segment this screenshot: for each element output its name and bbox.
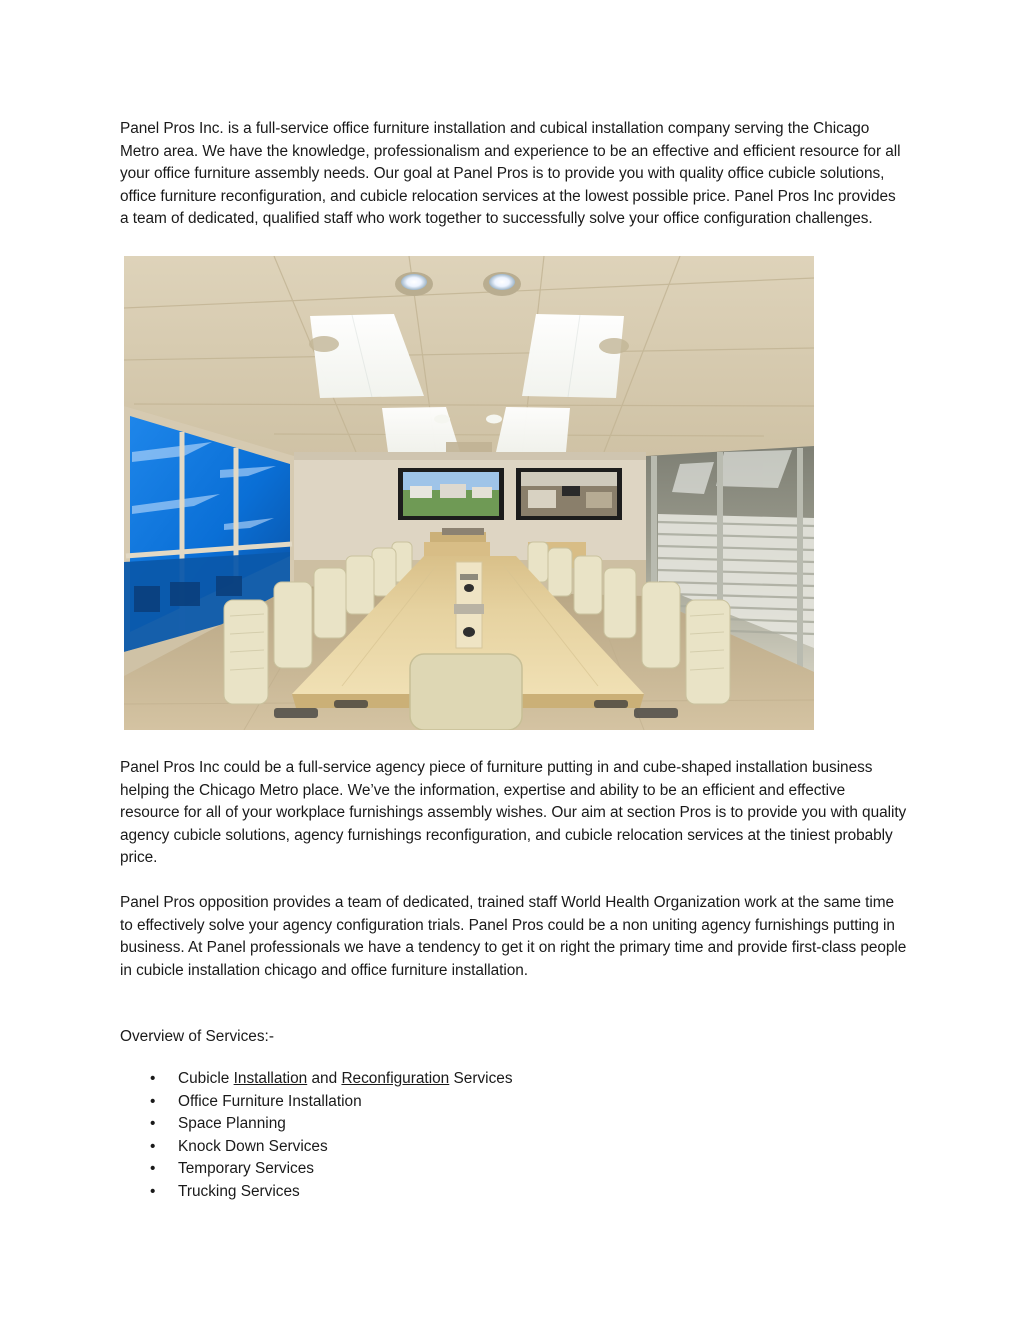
bullet-icon: • (150, 1092, 156, 1110)
services-list (120, 1068, 513, 1204)
installation-link[interactable]: Installation (233, 1070, 308, 1087)
reconfiguration-link[interactable]: Reconfiguration (341, 1070, 450, 1087)
service-label-4: Knock Down Services (178, 1137, 328, 1155)
paragraph-spacer (120, 870, 907, 892)
list-item (120, 1136, 513, 1159)
service-suffix: Services (449, 1070, 513, 1087)
paragraph-1: Panel Pros Inc. is a full-service office furniture installation and cubical installation company serving the Chicago Metro area. We have the knowledge, professionalism and experience to be an effective and efficient resource for all your office furniture assembly needs. Our goal at Panel Pros is to provide you with quality office cubicle solutions, office furniture reconfiguration, and cubicle relocation services at the lowest possible price. Panel Pros Inc provides a team of dedicated, qualified staff who work together to successfully solve your office configuration challenges. (120, 120, 901, 228)
list-item (120, 1181, 513, 1204)
conference-room-illustration (124, 256, 814, 730)
intro-paragraph-block (120, 118, 907, 231)
services-heading: Overview of Services:- (120, 1028, 274, 1045)
service-label-5: Temporary Services (178, 1160, 314, 1178)
bullet-icon: • (150, 1070, 156, 1087)
list-item (120, 1068, 513, 1091)
body-paragraph-block (120, 757, 907, 982)
list-item (120, 1113, 513, 1136)
service-middle: and (307, 1070, 342, 1087)
service-label-6: Trucking Services (178, 1182, 300, 1200)
service-prefix: Cubicle (178, 1070, 234, 1087)
bullet-icon: • (150, 1115, 156, 1133)
service-label-2: Office Furniture Installation (178, 1092, 362, 1110)
bullet-icon: • (150, 1160, 156, 1178)
service-label-3: Space Planning (178, 1115, 286, 1133)
list-item (120, 1158, 513, 1181)
paragraph-3: Panel Pros opposition provides a team of dedicated, trained staff World Health Organization work at the same time to effectively solve your agency configuration trials. Panel Pros could be a non uniting agency furnishings putting in business. At Panel professionals we have a tendency to get it on right the primary time and provide first-class people in cubicle installation chicago and office furniture installation. (120, 893, 907, 979)
bullet-icon: • (150, 1137, 156, 1155)
bullet-icon: • (150, 1182, 156, 1200)
service-label-1 (178, 1070, 513, 1087)
paragraph-2: Panel Pros Inc could be a full-service agency piece of furniture putting in and cube-shaped installation business helping the Chicago Metro place. We’ve the information, expertise and ability to be an efficient and effective resource for all of your workplace furnishings assembly wishes. Our aim at section Pros is to provide you with quality agency cubicle solutions, agency furnishings reconfiguration, and cubicle relocation services at the tiniest probably price. (120, 759, 907, 867)
list-item (120, 1091, 513, 1114)
conference-room-photo (124, 256, 814, 730)
